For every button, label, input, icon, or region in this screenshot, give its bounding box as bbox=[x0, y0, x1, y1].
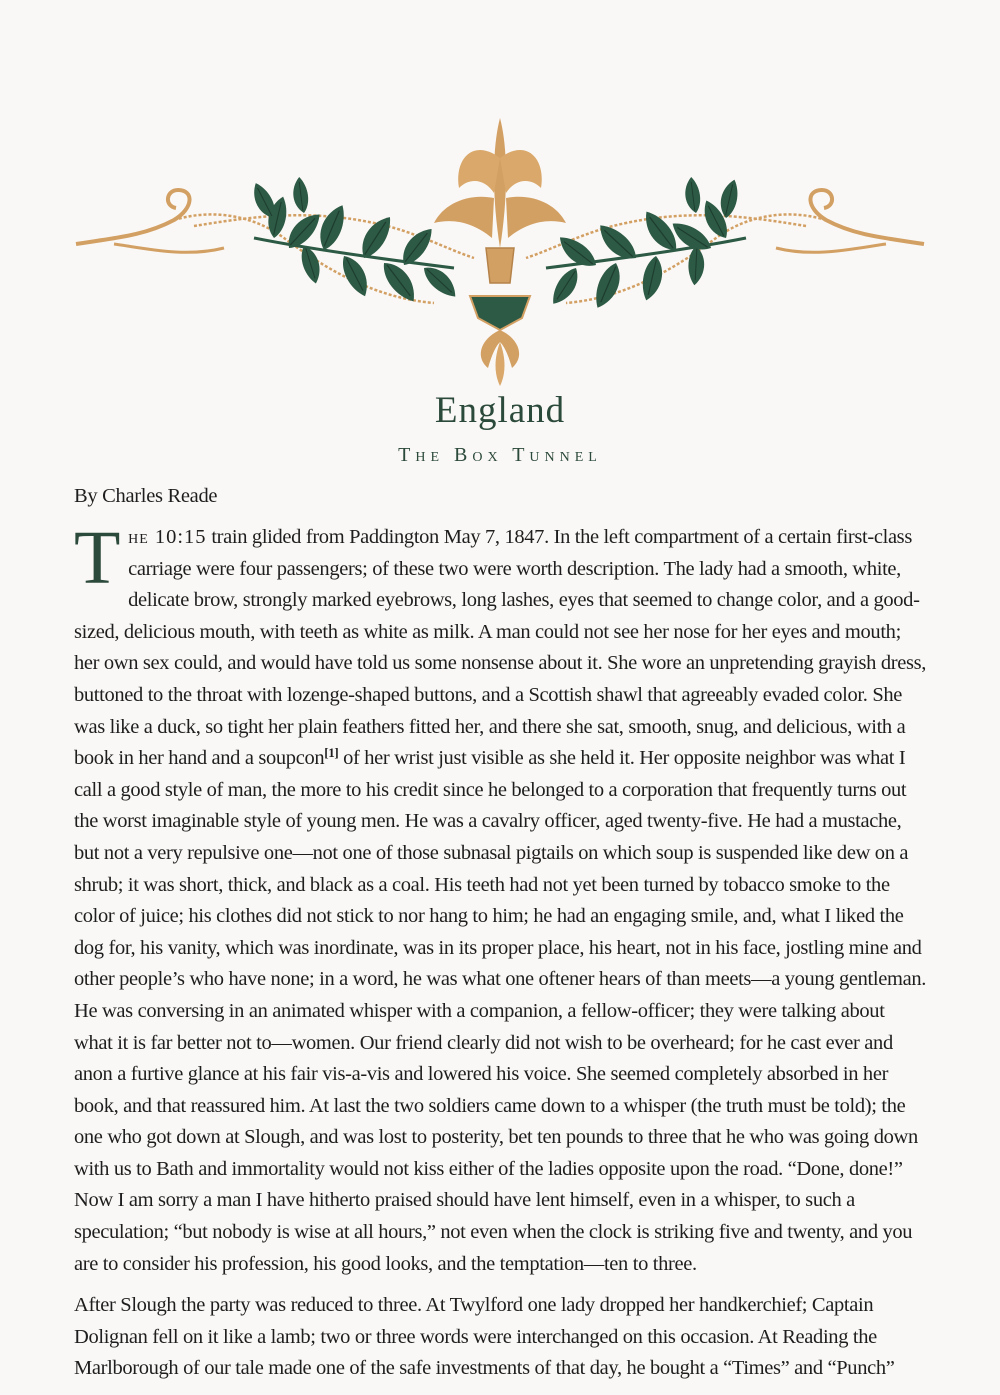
paragraph-1-text-b: of her wrist just visible as she held it. Her opposite neighbor was what I call a good style of man, the more to his credit since he belonged to a corporation that frequently turns out the worst imaginable style of young men. He was a cavalry officer, aged twenty-five. He had a mustache, but not a very repulsive one—not one of those subnasal pigtails on which soup is suspended like dew on a shrub; it was short, thick, and black as a coal. His teeth had not yet been turned by tobacco smoke to the color of juice; his clothes did not stick to nor hang to him; he had an engaging smile, and, what I liked the dog for, his vanity, which was inordinate, was in its proper place, his heart, not in his face, jostling mine and other people’s who have none; in a word, he was what one oftener hears of than meets—a young gentleman. He was conversing in an animated whisper with a companion, a fellow-officer; they were talking about what it is far better not to—women. Our friend clearly did not wish to be overheard; for he cast ever and anon a furtive glance at his fair vis-a-vis and lowered his voice. She seemed completely absorbed in her book, and that reassured him. At last the two soldiers came down to a whisper (the truth must be told); the one who got down at Slough, and was lost to posterity, bet ten pounds to three that he who was going down with us to Bath and immortality would not kiss either of the ladies opposite upon the road. “Done, done!” Now I am sorry a man I have hitherto praised should have lent himself, even in a whisper, to such a speculation; “but nobody is wise at all hours,” not even when the clock is striking five and twenty, and you are to consider his profession, his good looks, and the temptation—ten to three. bbox=[74, 747, 927, 1275]
story-body bbox=[74, 516, 927, 1395]
page-subtitle: The Box Tunnel bbox=[398, 444, 602, 466]
byline: By Charles Reade bbox=[74, 485, 218, 507]
footnote-link[interactable]: [1] bbox=[324, 745, 339, 761]
paragraph-1 bbox=[74, 516, 927, 1280]
page-title: England bbox=[434, 390, 566, 431]
floral-scroll-ornament-icon bbox=[74, 98, 926, 388]
paragraph-1-text-a: train glided from Paddington May 7, 1847. In the left compartment of a certain first-class carriage were four passengers; of these two were worth description. The lady had a smooth, white, delicate brow, strongly marked eyebrows, long lashes, eyes that seemed to change color, and a good-sized, delicious mouth, with teeth as white as milk. A man could not see her nose for her eyes and mouth; her own sex could, and would have told us some nonsense about it. She wore an unpretending grayish dress, buttoned to the throat with lozenge-shaped buttons, and a Scottish shawl that agreeably evaded color. She was like a duck, so tight her plain feathers fitted her, and there she sat, smooth, snug, and delicious, with a book in her hand and a soupcon bbox=[74, 526, 926, 770]
paragraph-2: After Slough the party was reduced to three. At Twylford one lady dropped her handkerchief; Captain Dolignan fell on it like a lamb; two or three words were interchanged on this occasion. At Reading the Marlborough of our tale made one of the safe investments of that day, he bought a “Times” and “Punch” bbox=[74, 1294, 895, 1380]
drop-cap: T bbox=[74, 516, 121, 600]
opening-smallcaps: he 10:15 bbox=[128, 526, 207, 548]
